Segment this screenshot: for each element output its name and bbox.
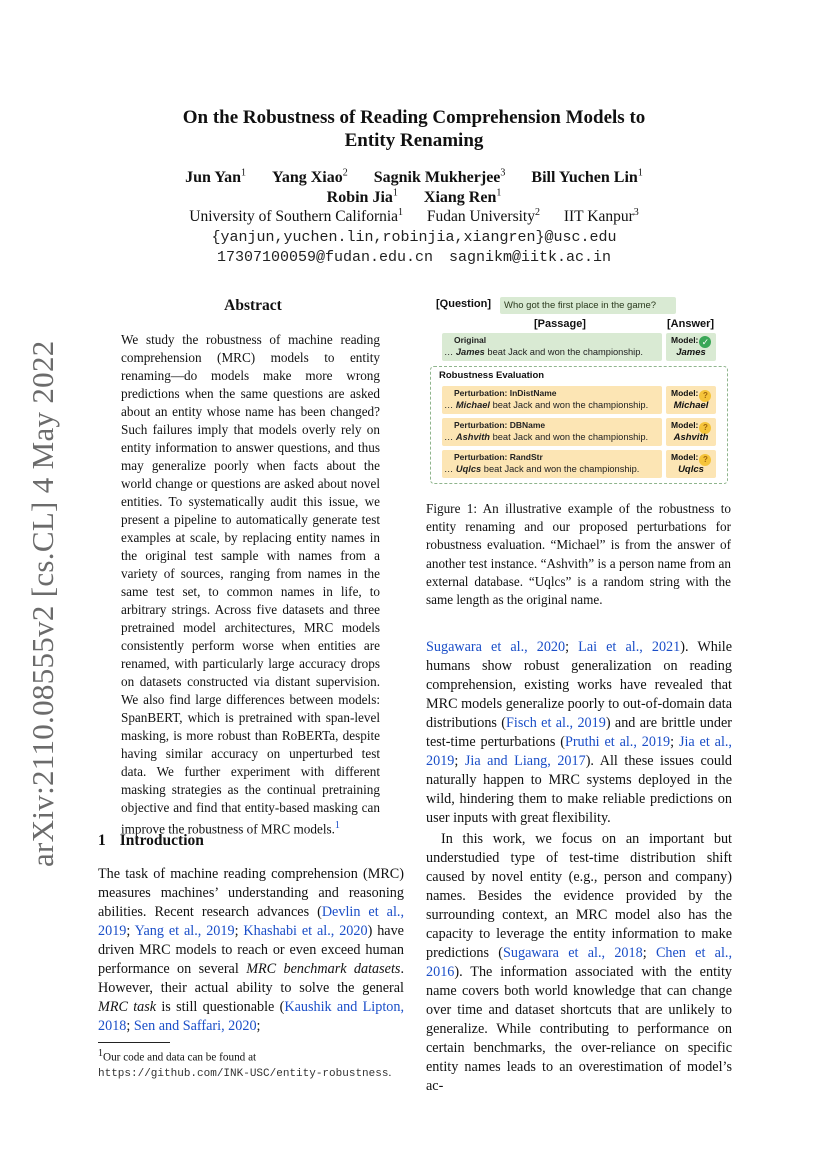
check-icon: ✓ bbox=[699, 336, 711, 348]
footnote: $^1$Our code and data can be found at https://github.com/INK-USC/entity-robustness. bbox=[98, 1048, 392, 1080]
thinking-face-icon: ? bbox=[699, 454, 711, 466]
title-line-2: Entity Renaming bbox=[344, 130, 484, 151]
passage-label: [Passage] bbox=[534, 318, 586, 330]
answer-label: [Answer] bbox=[667, 318, 715, 330]
paragraph: Sugawara et al., 2020; Lai et al., 2021). While humans show robust generalization on reading comprehension, existing works have revealed that MRC models generalize poorly to out-of-domain data distributions (Fisch et al., 2019) and are brittle under test-time perturbations (Pruthi et al., 2019; Jia et al., 2019; Jia and Liang, 2017). All these issues could naturally happen to MRC systems deployed in the wild, hindering them to make reliable predictions on user inputs with great flexibility. bbox=[426, 639, 733, 826]
thinking-face-icon: ? bbox=[699, 390, 711, 402]
affiliation: Fudan University$^2$ bbox=[426, 207, 540, 226]
author-line-1 bbox=[100, 168, 728, 187]
author-name: Sagnik Mukherjee$^3$ bbox=[373, 168, 506, 187]
citation-link[interactable]: Yang et al., 2019 bbox=[134, 923, 235, 939]
author-name: Yang Xiao$^2$ bbox=[272, 168, 348, 187]
original-passage-box: Original … James beat Jack and won the championship. bbox=[442, 333, 662, 361]
citation-link[interactable]: Devlin et al., 2019 bbox=[98, 904, 404, 939]
perturbation-answer-box: Model: ? Ashvith bbox=[666, 418, 716, 446]
perturbation-answer-box: Model: ? Uqlcs bbox=[666, 450, 716, 478]
perturbation-box-dbname: Perturbation: DBName … Ashvith beat Jack and won the championship. bbox=[442, 418, 662, 446]
figure-1 bbox=[426, 296, 732, 488]
thinking-face-icon: ? bbox=[699, 422, 711, 434]
section-heading-introduction: 1 Introduction bbox=[98, 832, 204, 849]
email-line-2 bbox=[100, 249, 728, 266]
affiliation: University of Southern California$^1$ bbox=[189, 207, 404, 226]
footnote-divider bbox=[98, 1042, 170, 1043]
perturbation-box-indistname: Perturbation: InDistName … Michael beat Jack and won the championship. bbox=[442, 386, 662, 414]
email-fudan: 17307100059@fudan.edu.cn bbox=[216, 249, 433, 266]
title-line-1: On the Robustness of Reading Comprehension Models to bbox=[182, 107, 646, 128]
perturbation-box-randstr: Perturbation: RandStr … Uqlcs beat Jack and won the championship. bbox=[442, 450, 662, 478]
question-box: Who got the first place in the game? bbox=[500, 297, 676, 314]
affiliations bbox=[100, 207, 728, 226]
author-name: Xiang Ren$^1$ bbox=[423, 188, 502, 207]
affiliation: IIT Kanpur$^3$ bbox=[563, 207, 639, 226]
author-name: Bill Yuchen Lin$^1$ bbox=[531, 168, 643, 187]
arxiv-identifier-stamp: arXiv:2110.08555v2 [cs.CL] 4 May 2022 bbox=[25, 340, 60, 867]
introduction-paragraph: The task of machine reading comprehension (MRC) measures machines’ understanding and reasoning abilities. Recent research advances (Devlin et al., 2019; Yang et al., 2019; Khashabi et al., 2020) have driven MRC models to reach or even exceed human performance on several MRC benchmark datasets. However, their actual ability to solve the general MRC task is still questionable (Kaushik and Lipton, 2018; Sen and Saffari, 2020; bbox=[98, 866, 405, 1034]
citation-link[interactable]: Kaushik and Lipton, 2018 bbox=[98, 999, 405, 1034]
citation-link[interactable]: Jia and Liang, 2017 bbox=[464, 753, 586, 769]
citation-link[interactable]: Sugawara et al., 2020 bbox=[426, 639, 566, 655]
citation-link[interactable]: Khashabi et al., 2020 bbox=[243, 923, 368, 939]
figure-caption: Figure 1: An illustrative example of the robustness to entity renaming and our proposed perturbations for robustness evaluation. “Michael” is from the answer of another test instance. “Ashvith” is a person name from an external database. “Uqlcs” is a random string with the same length as the original name. bbox=[426, 501, 731, 608]
question-label: [Question] bbox=[436, 298, 491, 310]
citation-link[interactable]: Sugawara et al., 2018 bbox=[503, 945, 643, 961]
citation-link[interactable]: Chen et al., 2016 bbox=[426, 945, 732, 980]
citation-link[interactable]: Jia et al., 2019 bbox=[426, 734, 732, 769]
citation-link[interactable]: Lai et al., 2021 bbox=[578, 639, 681, 655]
robustness-evaluation-frame: Robustness Evaluation bbox=[430, 366, 728, 484]
author-line-2 bbox=[100, 188, 728, 207]
footnote-marker[interactable]: 1 bbox=[334, 820, 340, 831]
abstract-text: We study the robustness of machine reading comprehension (MRC) models to entity renaming—do models make more wrong predictions when the same questions are asked about an entity whose name has been changed? Such failures imply that models overly rely on entity information to answer questions, and thus may generalize poorly when facts about the world change or questions are asked about novel entities. To systematically audit this issue, we present a pipeline to automatically generate test examples at scale, by replacing entity names in the original test sample with names from a variety of sources, ranging from names in the same test set, to common names in life, to arbitrary strings. Across five datasets and three pretrained model architectures, MRC models consistently perform worse when entities are renamed, with particularly large accuracy drops on datasets constructed via distant supervision. We also find large differences between models: SpanBERT, which is pretrained with span-level masking, is more robust than RoBERTa, despite having similar accuracy on unperturbed test data. We further experiment with different masking strategies as the continual pretraining objective and find that entity-based masking can improve the robustness of MRC models.$^1$ bbox=[121, 332, 380, 837]
author-name: Jun Yan$^1$ bbox=[185, 168, 247, 187]
footnote-url-link[interactable]: https://github.com/INK-USC/entity-robustness bbox=[98, 1067, 389, 1080]
email-iitk: sagnikm@iitk.ac.in bbox=[449, 249, 612, 266]
author-name: Robin Jia$^1$ bbox=[326, 188, 398, 207]
right-column-text bbox=[426, 638, 732, 1096]
perturbation-answer-box: Model: ? Michael bbox=[666, 386, 716, 414]
citation-link[interactable]: Pruthi et al., 2019 bbox=[564, 734, 671, 750]
citation-link[interactable]: Fisch et al., 2019 bbox=[506, 715, 606, 731]
abstract-heading: Abstract bbox=[224, 297, 282, 314]
paragraph: In this work, we focus on an important but understudied type of test-time distribution shift caused by novel entity (e.g., person and company) names. Besides the evidence provided by the surrounding context, an MRC model also has the capacity to leverage the entity information to make predictions (Sugawara et al., 2018; Chen et al., 2016). The information associated with the entity name covers both world knowledge that can change over time and dataset shortcuts that are unlikely to generalize. While contributing to performance on certain benchmarks, the over-reliance on specific entity names leads to an overestimation of model’s ac- bbox=[426, 831, 732, 1094]
original-answer-box: Model: ✓ James bbox=[666, 333, 716, 361]
email-line-1: {yanjun,yuchen.lin,robinjia,xiangren}@usc.edu bbox=[211, 229, 617, 246]
citation-link[interactable]: Sen and Saffari, 2020 bbox=[133, 1018, 257, 1034]
paper-title bbox=[100, 106, 728, 152]
